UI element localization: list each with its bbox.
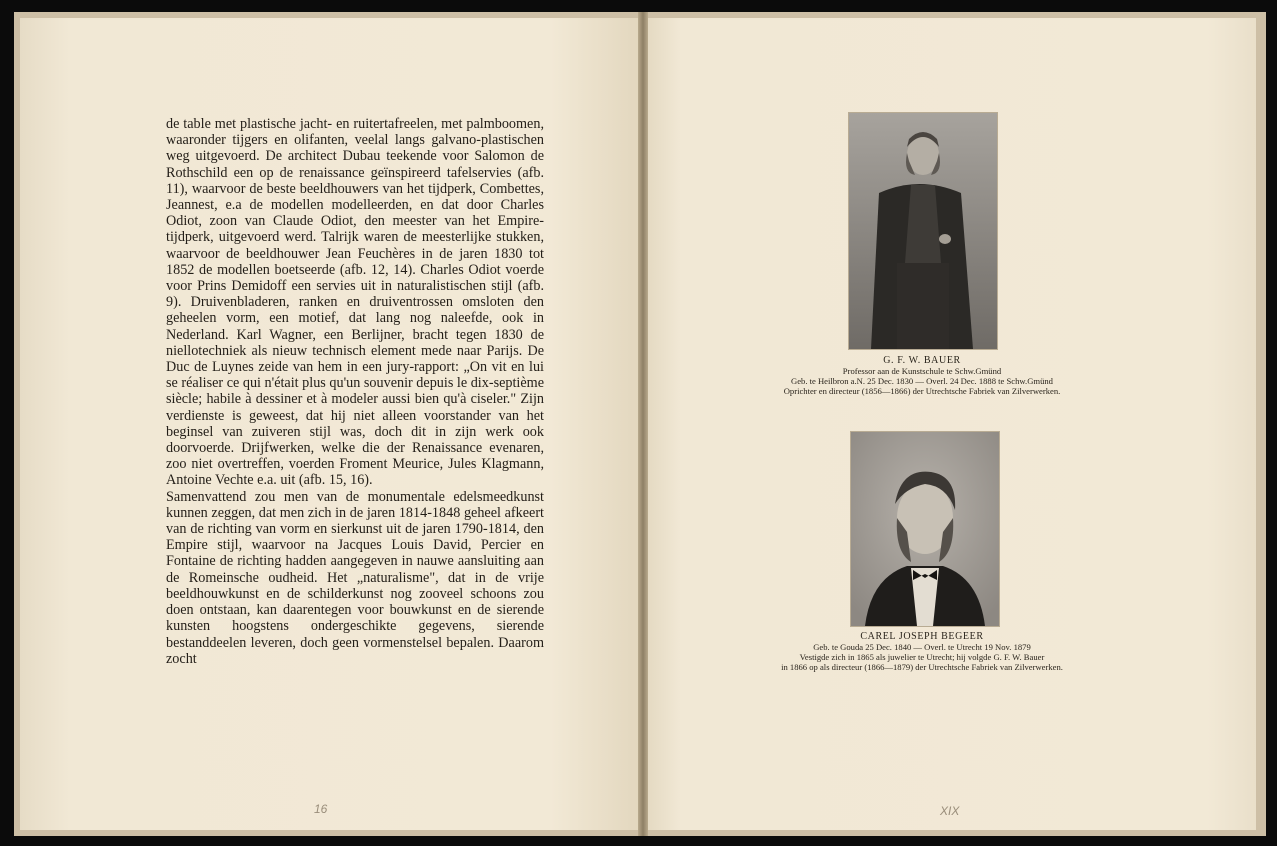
right-page: [644, 18, 1256, 830]
portrait-bauer: [848, 112, 998, 350]
caption-line: Geb. te Heilbron a.N. 25 Dec. 1830 — Overl. 24 Dec. 1888 te Schw.Gmünd: [791, 376, 1053, 386]
caption-line: in 1866 op als directeur (1866—1879) der Utrechtsche Fabriek van Zilverwerken.: [781, 662, 1063, 672]
caption-name: G. F. W. BAUER: [883, 355, 961, 366]
caption-line: Oprichter en directeur (1856—1866) der Utrechtsche Fabriek van Zilverwerken.: [783, 386, 1061, 396]
caption-line: Geb. te Gouda 25 Dec. 1840 — Overl. te Utrecht 19 Nov. 1879: [813, 642, 1031, 652]
left-page: [20, 18, 644, 830]
book-gutter: [638, 12, 648, 836]
portrait-begeer: [850, 431, 1000, 627]
body-text: [166, 116, 544, 667]
paragraph: de table met plastische jacht- en ruitertafreelen, met palmboomen, waaronder tijgers en olifanten, veelal langs galvano-plastischen weg uitgevoerd. De architect Dubau teekende voor Salomon de Rothschild een op de renaissance geïnspireerd tafelservies (afb. 11), waarvoor de beste beeldhouwers van het tijdperk, Combettes, Jeannest, e.a de modellen modelleerden, en dat door Charles Odiot, zoon van Claude Odiot, den meester van het Empire-tijdperk, uitgevoerd werd. Talrijk waren de meesterlijke stukken, waarvoor de beeldhouwer Jean Feuchères in de jaren 1830 tot 1852 de modellen boetseerde (afb. 12, 14). Charles Odiot voerde voor Prins Demidoff een servies uit in naturalistischen stijl (afb. 9). Druivenbladeren, ranken en druiventrossen omsloten den geheelen vorm, een motief, dat lang nog naleefde, ook in Nederland. Karl Wagner, een Berlijner, bracht tegen 1830 de niellotechniek als nieuw technisch element mede naar Parijs. De Duc de Luynes zeide van hem in een jury-rapport: „On vit en lui se réaliser ce qui n'était plus qu'un souvenir depuis le dix-septième siècle; habile à dessiner et à modeler aussi bien qu'à ciseler." Zijn verdienste is geweest, dat hij niet alleen voorstander van het beginsel van zuiveren stijl was, doch dit in zijn werk ook doorvoerde. Drijfwerken, welke die der Renaissance evenaren, zoo niet overtreffen, voerden Froment Meurice, Jules Klagmann, Antoine Vechte e.a. uit (afb. 15, 16).: [166, 116, 544, 489]
paragraph: Samenvattend zou men van de monumentale edelsmeedkunst kunnen zeggen, dat men zich in de jaren 1814-1848 geheel afkeert van de richting van vorm en sierkunst uit de jaren 1790-1814, den Empire stijl, waarvoor na Jacques Louis David, Percier en Fontaine de richting hadden aangegeven in nauwe aansluiting aan de Romeinsche oudheid. Het „naturalisme", dat in de vrije beeldhouwkunst en de schilderkunst nog zooveel schoons zou doen ontstaan, kan daarentegen voor bouwkunst en de sierende kunsten hoogstens ondergeschikte gegevens, sierende bestanddeelen leveren, doch geen vormenstelsel bepalen. Daarom zocht: [166, 488, 544, 667]
open-book: [14, 12, 1266, 836]
page-number-right: XIX: [940, 804, 960, 818]
caption-line: Professor aan de Kunstschule te Schw.Gmünd: [842, 366, 1002, 376]
caption-name: CAREL JOSEPH BEGEER: [860, 631, 984, 642]
caption-bauer: [764, 356, 1080, 396]
caption-line: Vestigde zich in 1865 als juwelier te Utrecht; hij volgde G. F. W. Bauer: [799, 652, 1045, 662]
page-number-left: 16: [314, 802, 328, 816]
caption-begeer: [764, 632, 1080, 672]
